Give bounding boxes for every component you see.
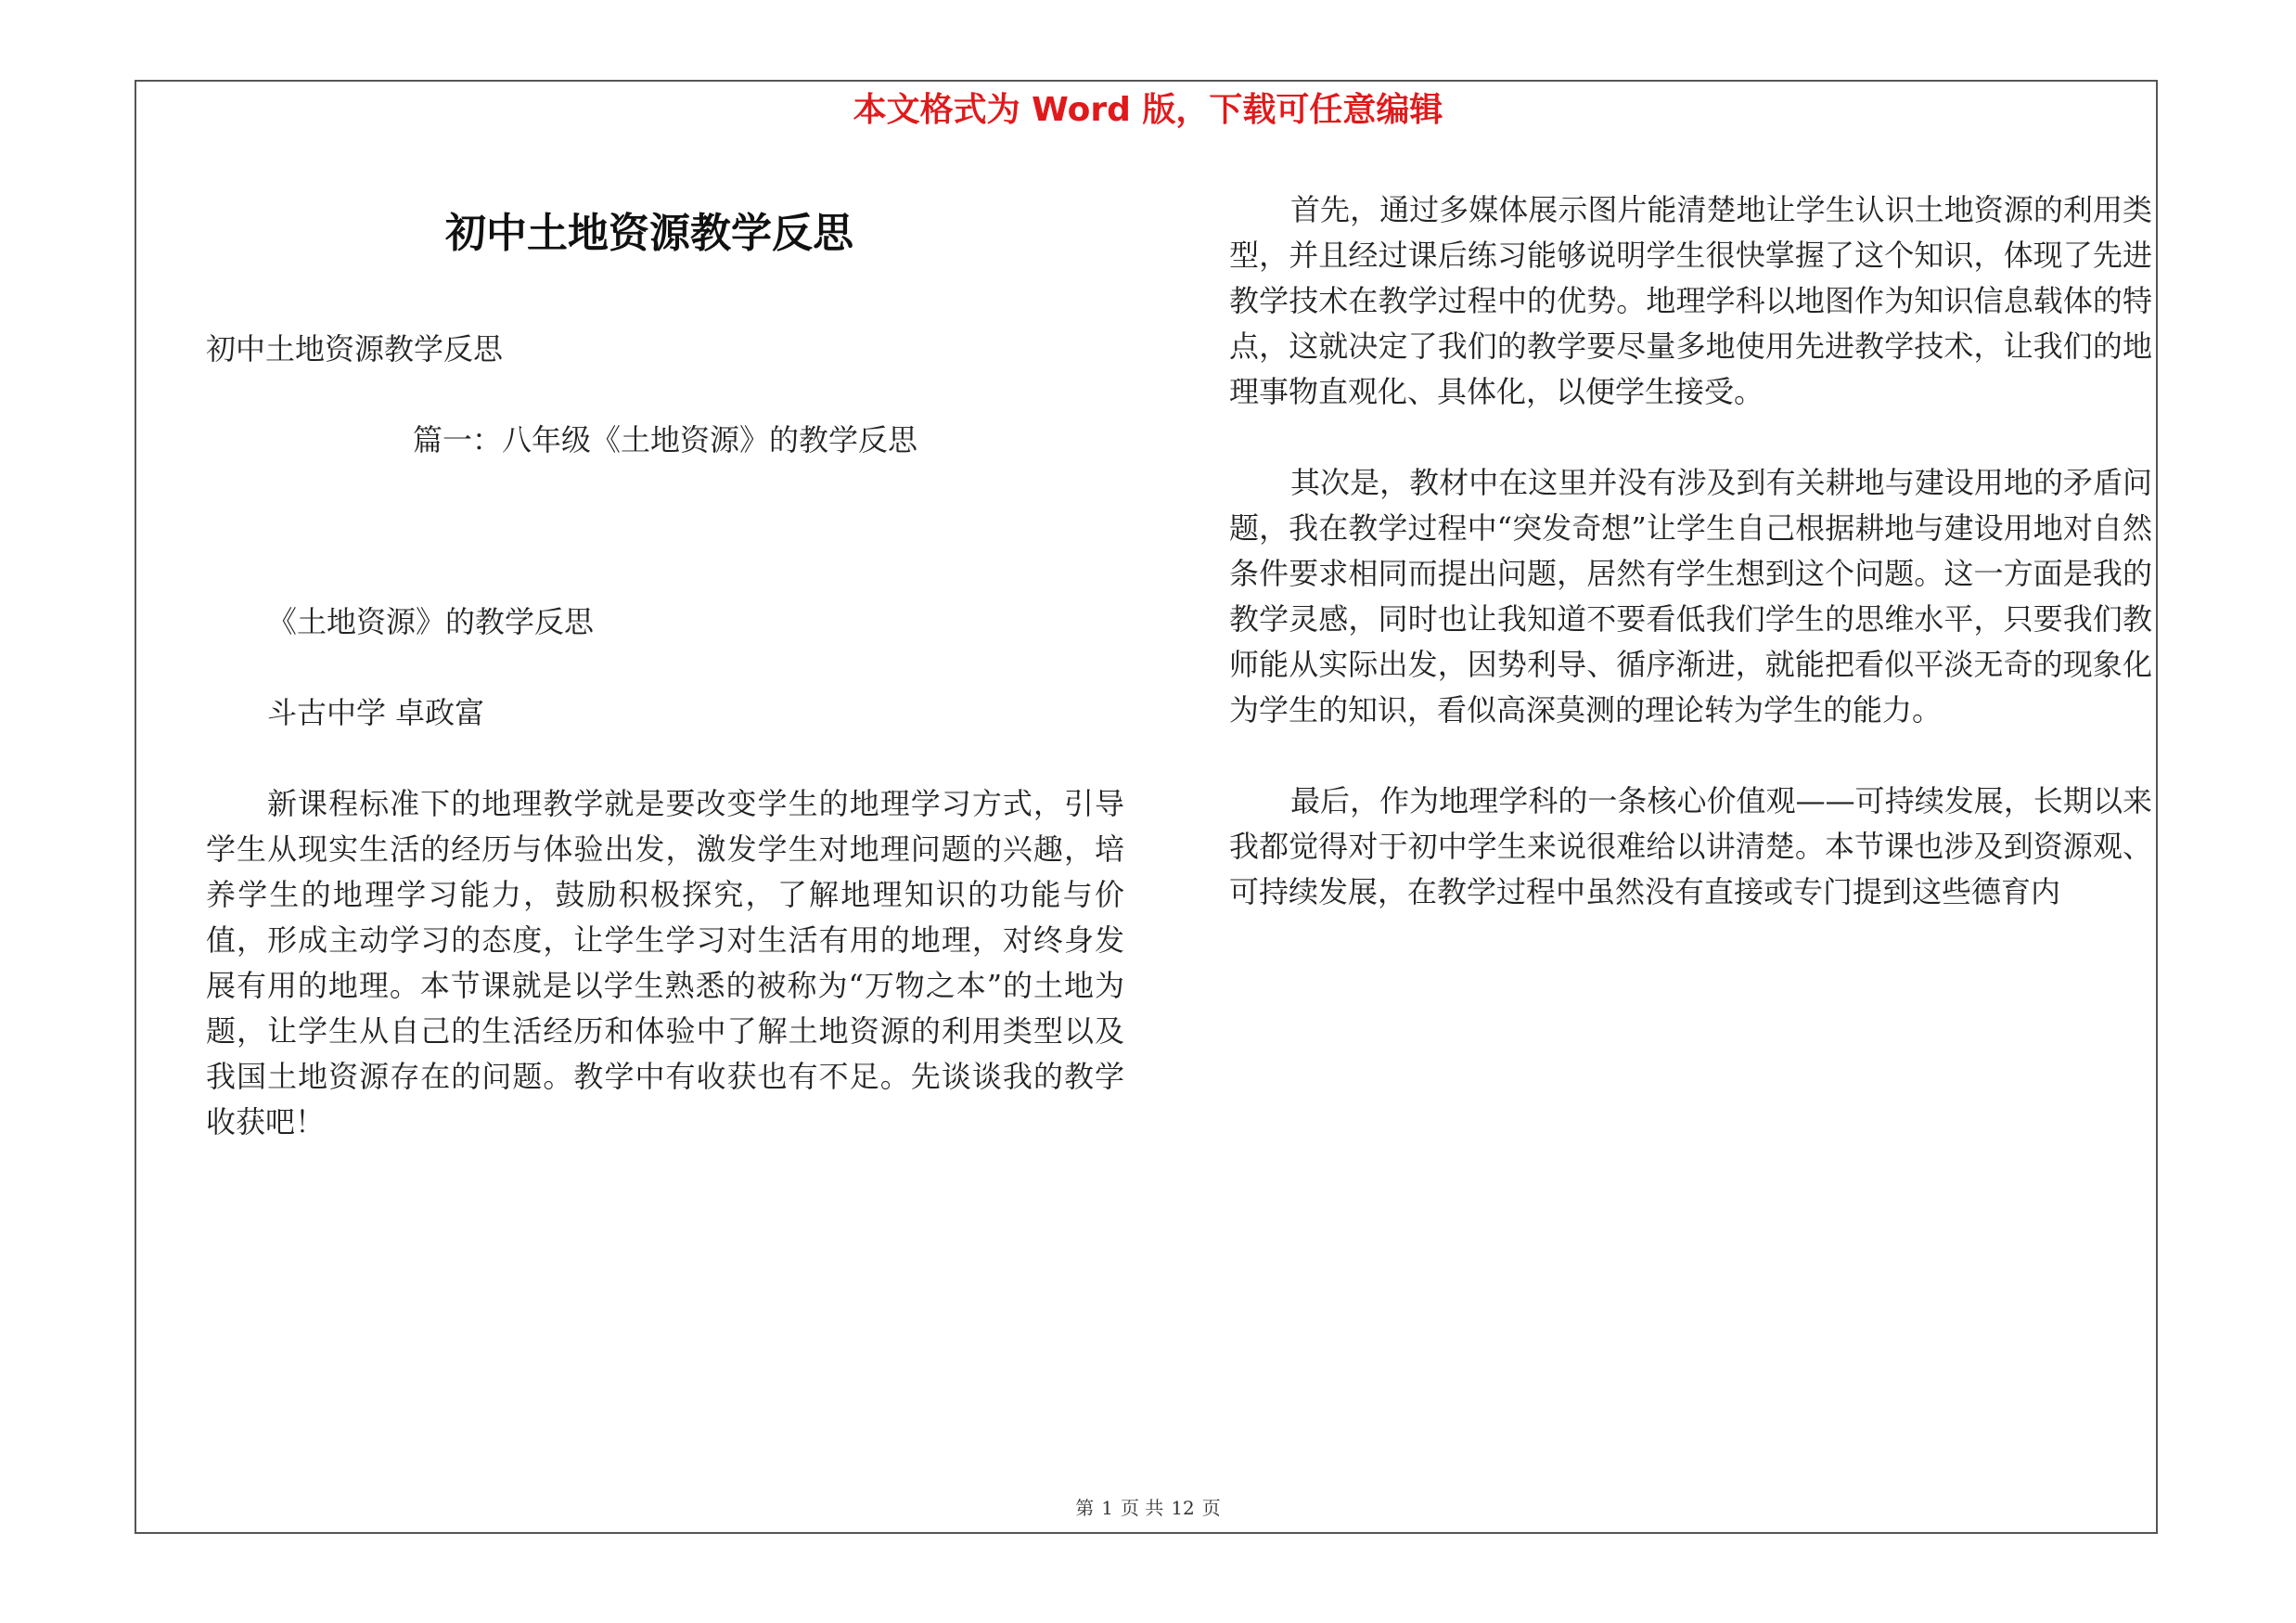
left-column: [206, 327, 1124, 1191]
footer-prefix: 第: [1075, 1497, 1095, 1519]
author-line: 斗古中学 卓政富: [267, 695, 485, 730]
page-footer: [0, 1496, 2296, 1520]
body-paragraph: 最后，作为地理学科的一条核心价值观——可持续发展，长期以来我都觉得对于初中学生来说很难给以讲清楚。本节课也涉及到资源观、可持续发展，在教学过程中虽然没有直接或专门提到这些德育内: [1229, 783, 2152, 909]
subtitle: 初中土地资源教学反思: [206, 331, 504, 367]
page-total: 12: [1171, 1497, 1195, 1519]
footer-mid: 页 共: [1120, 1497, 1164, 1519]
format-banner: 本文格式为 Word 版，下载可任意编辑: [853, 91, 1443, 129]
page-number: 1: [1101, 1497, 1113, 1519]
right-column: [1229, 187, 2152, 960]
document-title: 初中土地资源教学反思: [445, 210, 853, 257]
footer-suffix: 页: [1201, 1497, 1221, 1519]
article-title: 《土地资源》的教学反思: [267, 604, 595, 639]
body-paragraph: 其次是，教材中在这里并没有涉及到有关耕地与建设用地的矛盾问题，我在教学过程中“突发奇想”让学生自己根据耕地与建设用地对自然条件要求相同而提出问题，居然有学生想到这个问题。这一方面是我的教学灵感，同时也让我知道不要看低我们学生的思维水平，只要我们教师能从实际出发，因势利导、循序渐进，就能把看似平淡无奇的现象化为学生的知识，看似高深莫测的理论转为学生的能力。: [1229, 465, 2152, 728]
body-paragraph: 首先，通过多媒体展示图片能清楚地让学生认识土地资源的利用类型，并且经过课后练习能够说明学生很快掌握了这个知识，体现了先进教学技术在教学过程中的优势。地理学科以地图作为知识信息载体的特点，这就决定了我们的教学要尽量多地使用先进教学技术，让我们的地理事物直观化、具体化，以便学生接受。: [1229, 192, 2152, 409]
body-paragraph: 新课程标准下的地理教学就是要改变学生的地理学习方式，引导学生从现实生活的经历与体验出发，激发学生对地理问题的兴趣，培养学生的地理学习能力，鼓励积极探究，了解地理知识的功能与价值，形成主动学习的态度，让学生学习对生活有用的地理，对终身发展有用的地理。本节课就是以学生熟悉的被称为“万物之本”的土地为题，让学生从自己的生活经历和体验中了解土地资源的利用类型以及我国土地资源存在的问题。教学中有收获也有不足。先谈谈我的教学收获吧！: [206, 786, 1124, 1140]
section-heading: 篇一：八年级《土地资源》的教学反思: [412, 422, 917, 457]
blank-space: [206, 509, 1124, 599]
